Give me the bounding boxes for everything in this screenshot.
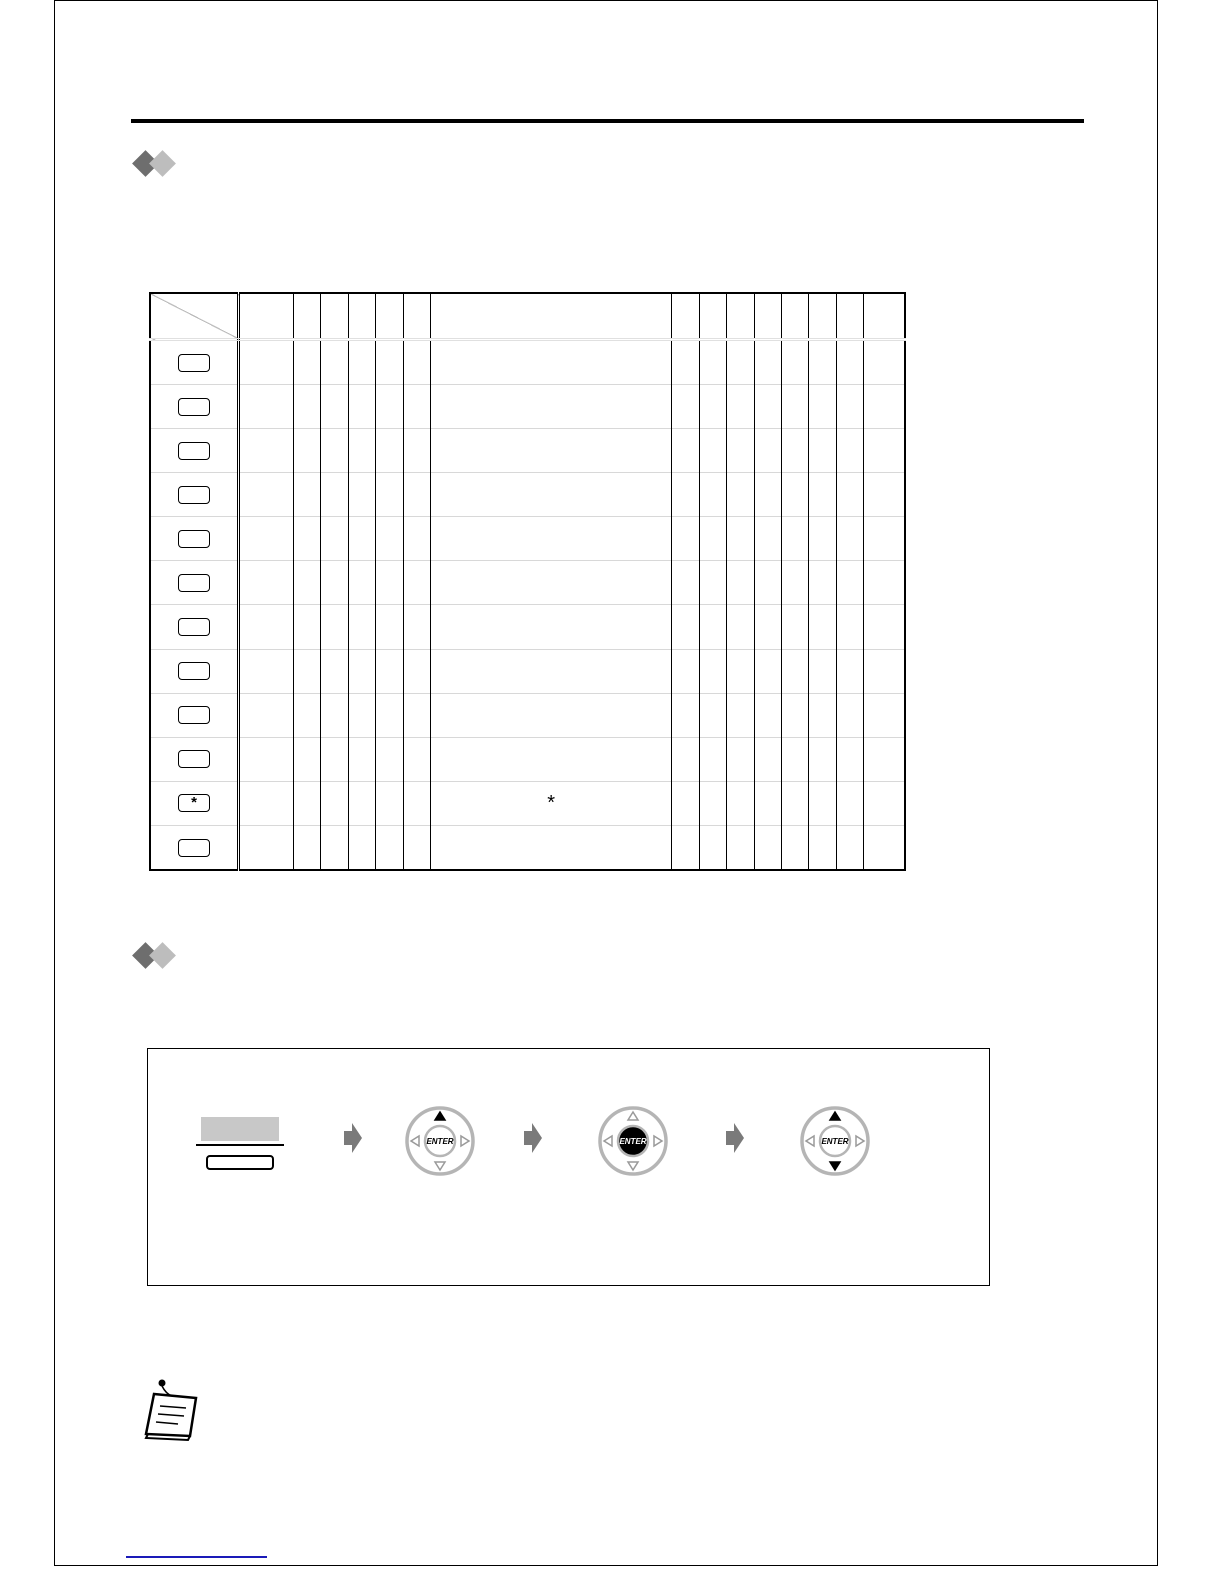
dial-key <box>178 750 210 768</box>
table-cell <box>836 781 863 825</box>
table-cell <box>348 473 375 517</box>
table-cell <box>403 429 430 473</box>
table-cell <box>672 340 699 385</box>
table-cell: * <box>430 781 671 825</box>
table-cell <box>864 429 905 473</box>
table-cell <box>727 737 754 781</box>
column-header <box>430 293 671 340</box>
table-cell <box>836 693 863 737</box>
table-cell <box>239 429 294 473</box>
table-cell <box>699 340 726 385</box>
table-cell <box>836 340 863 385</box>
column-header <box>321 293 348 340</box>
right-arrow-icon <box>524 1123 542 1153</box>
table-cell <box>376 561 403 605</box>
table-cell <box>781 781 808 825</box>
dial-key <box>178 354 210 372</box>
table-cell <box>754 737 781 781</box>
table-cell <box>781 473 808 517</box>
table-cell <box>754 693 781 737</box>
table-cell <box>293 473 320 517</box>
dial-key <box>178 442 210 460</box>
table-cell <box>403 473 430 517</box>
table-cell <box>781 429 808 473</box>
table-cell <box>727 605 754 649</box>
dial-key <box>178 530 210 548</box>
table-cell <box>836 825 863 870</box>
table-cell <box>430 340 671 385</box>
table-cell <box>403 693 430 737</box>
table-cell <box>376 737 403 781</box>
table-cell <box>403 737 430 781</box>
table-cell <box>809 561 836 605</box>
table-cell <box>239 473 294 517</box>
table-cell <box>239 605 294 649</box>
table-cell <box>699 737 726 781</box>
table-cell <box>239 517 294 561</box>
table-cell <box>430 473 671 517</box>
table-cell <box>321 781 348 825</box>
table-cell <box>754 385 781 429</box>
table-cell <box>836 561 863 605</box>
table-cell <box>781 517 808 561</box>
table-cell <box>376 825 403 870</box>
table-cell <box>836 385 863 429</box>
table-cell <box>727 693 754 737</box>
table-cell <box>781 340 808 385</box>
table-cell <box>430 693 671 737</box>
dial-key: * <box>178 794 210 812</box>
table-cell <box>754 517 781 561</box>
table-cell <box>321 561 348 605</box>
table-cell <box>321 385 348 429</box>
table-cell <box>781 825 808 870</box>
footer-link[interactable] <box>126 1556 267 1558</box>
table-row <box>150 385 905 429</box>
table-cell <box>376 340 403 385</box>
header-rule <box>131 119 1084 123</box>
table-cell <box>809 473 836 517</box>
note-pad-icon <box>138 1376 202 1442</box>
table-cell <box>430 561 671 605</box>
table-cell <box>293 825 320 870</box>
table-cell <box>430 517 671 561</box>
table-cell <box>403 825 430 870</box>
table-cell <box>376 693 403 737</box>
table-cell <box>430 385 671 429</box>
table-cell <box>348 340 375 385</box>
table-cell <box>239 693 294 737</box>
table-cell <box>293 429 320 473</box>
table-cell <box>348 605 375 649</box>
table-cell <box>781 561 808 605</box>
table-cell <box>672 693 699 737</box>
navigator-key-enter[interactable] <box>597 1105 669 1177</box>
table-cell <box>321 429 348 473</box>
table-cell <box>809 429 836 473</box>
table-row <box>150 781 905 825</box>
table-cell <box>239 781 294 825</box>
table-cell <box>348 781 375 825</box>
navigator-key-down[interactable] <box>799 1105 871 1177</box>
table-cell <box>321 605 348 649</box>
table-cell <box>836 473 863 517</box>
table-cell <box>672 781 699 825</box>
table-cell <box>699 385 726 429</box>
table-cell <box>699 429 726 473</box>
table-cell <box>348 429 375 473</box>
dial-key <box>178 574 210 592</box>
table-cell <box>348 649 375 693</box>
column-header <box>781 293 808 340</box>
table-cell <box>293 737 320 781</box>
table-cell <box>836 737 863 781</box>
dial-key <box>178 618 210 636</box>
table-cell <box>864 649 905 693</box>
table-cell <box>754 605 781 649</box>
table-cell <box>672 737 699 781</box>
column-header <box>699 293 726 340</box>
column-header <box>293 293 320 340</box>
column-header <box>348 293 375 340</box>
table-cell <box>348 737 375 781</box>
table-cell <box>864 561 905 605</box>
table-cell <box>864 693 905 737</box>
table-cell <box>727 561 754 605</box>
column-header <box>809 293 836 340</box>
function-key[interactable] <box>196 1115 286 1175</box>
table-cell <box>809 340 836 385</box>
table-cell <box>293 605 320 649</box>
table-cell <box>809 649 836 693</box>
table-cell <box>293 517 320 561</box>
table-cell <box>376 517 403 561</box>
table-cell <box>348 561 375 605</box>
table-cell <box>754 649 781 693</box>
table-cell <box>699 781 726 825</box>
column-header <box>864 293 905 340</box>
table-corner <box>150 293 239 340</box>
enter-label: ENTER <box>426 1137 454 1146</box>
table-cell <box>864 781 905 825</box>
dial-key <box>178 486 210 504</box>
table-cell <box>239 649 294 693</box>
table-cell <box>699 561 726 605</box>
dial-key <box>178 839 210 857</box>
table-cell <box>727 385 754 429</box>
table-cell <box>403 340 430 385</box>
table-cell <box>754 473 781 517</box>
table-cell <box>699 825 726 870</box>
dial-key <box>178 706 210 724</box>
table-cell <box>239 561 294 605</box>
table-cell <box>376 473 403 517</box>
table-cell <box>672 517 699 561</box>
table-row <box>150 737 905 781</box>
table-cell <box>727 781 754 825</box>
column-header <box>239 293 294 340</box>
table-cell <box>864 825 905 870</box>
table-cell <box>293 340 320 385</box>
table-cell <box>864 517 905 561</box>
right-arrow-icon <box>344 1123 362 1153</box>
table-cell <box>403 517 430 561</box>
table-cell <box>727 340 754 385</box>
table-cell <box>836 517 863 561</box>
enter-label: ENTER <box>821 1137 849 1146</box>
procedure-box <box>147 1048 990 1286</box>
table-cell <box>321 737 348 781</box>
table-cell <box>809 517 836 561</box>
table-cell <box>864 605 905 649</box>
table-cell <box>754 429 781 473</box>
table-cell <box>403 385 430 429</box>
table-cell <box>293 781 320 825</box>
right-arrow-icon <box>726 1123 744 1153</box>
table-row <box>150 825 905 870</box>
table-cell <box>348 693 375 737</box>
table-cell <box>239 737 294 781</box>
table-cell <box>864 737 905 781</box>
enter-label: ENTER <box>619 1137 647 1146</box>
table-cell <box>699 693 726 737</box>
column-header <box>727 293 754 340</box>
table-cell <box>430 737 671 781</box>
table-cell <box>836 429 863 473</box>
table-cell <box>321 825 348 870</box>
table-cell <box>293 385 320 429</box>
column-header <box>754 293 781 340</box>
table-cell <box>293 649 320 693</box>
table-row <box>150 517 905 561</box>
table-row <box>150 561 905 605</box>
table-cell <box>672 825 699 870</box>
table-cell <box>727 473 754 517</box>
table-cell <box>293 693 320 737</box>
column-header <box>376 293 403 340</box>
table-row <box>150 605 905 649</box>
table-cell <box>348 517 375 561</box>
table-cell <box>321 517 348 561</box>
table-cell <box>699 649 726 693</box>
display-area <box>201 1117 279 1141</box>
character-table <box>149 292 906 871</box>
table-cell <box>672 649 699 693</box>
column-header <box>403 293 430 340</box>
table-cell <box>754 340 781 385</box>
table-cell <box>430 825 671 870</box>
table-cell <box>321 693 348 737</box>
table-cell <box>321 340 348 385</box>
table-cell <box>699 605 726 649</box>
function-button[interactable] <box>206 1155 274 1170</box>
column-header <box>836 293 863 340</box>
table-cell <box>672 561 699 605</box>
table-cell <box>403 605 430 649</box>
table-cell <box>376 385 403 429</box>
table-cell <box>809 737 836 781</box>
table-cell <box>727 429 754 473</box>
table-cell <box>781 605 808 649</box>
table-cell <box>864 340 905 385</box>
table-cell <box>293 561 320 605</box>
table-row <box>150 429 905 473</box>
table-cell <box>239 385 294 429</box>
table-cell <box>809 781 836 825</box>
table-cell <box>348 385 375 429</box>
dial-key <box>178 398 210 416</box>
table-cell <box>809 693 836 737</box>
table-cell <box>403 649 430 693</box>
section-diamonds-icon <box>131 148 183 180</box>
table-cell <box>403 781 430 825</box>
section-diamonds-icon <box>131 940 183 972</box>
table-cell <box>809 385 836 429</box>
table-cell <box>672 429 699 473</box>
table-cell <box>239 340 294 385</box>
table-cell <box>781 737 808 781</box>
table-cell <box>699 473 726 517</box>
table-cell <box>864 385 905 429</box>
column-header <box>672 293 699 340</box>
table-cell <box>699 517 726 561</box>
table-cell <box>430 605 671 649</box>
table-cell <box>864 473 905 517</box>
table-cell <box>672 605 699 649</box>
table-cell <box>754 561 781 605</box>
table-cell <box>403 561 430 605</box>
table-cell <box>348 825 375 870</box>
table-cell <box>836 649 863 693</box>
table-cell <box>727 517 754 561</box>
table-cell <box>754 781 781 825</box>
table-cell <box>672 385 699 429</box>
table-cell <box>376 605 403 649</box>
table-cell <box>781 385 808 429</box>
table-cell <box>754 825 781 870</box>
table-row <box>150 473 905 517</box>
navigator-key-up[interactable] <box>404 1105 476 1177</box>
table-cell <box>430 429 671 473</box>
table-row <box>150 693 905 737</box>
table-cell <box>376 781 403 825</box>
table-cell <box>809 605 836 649</box>
dial-key <box>178 662 210 680</box>
table-cell <box>239 825 294 870</box>
table-cell <box>836 605 863 649</box>
table-cell <box>376 429 403 473</box>
table-cell <box>781 693 808 737</box>
table-cell <box>781 649 808 693</box>
table-row <box>150 649 905 693</box>
table-cell <box>727 649 754 693</box>
table-cell <box>321 649 348 693</box>
table-cell <box>376 649 403 693</box>
table-cell <box>321 473 348 517</box>
table-row <box>150 340 905 385</box>
table-cell <box>430 649 671 693</box>
table-cell <box>672 473 699 517</box>
table-cell <box>809 825 836 870</box>
table-cell <box>727 825 754 870</box>
